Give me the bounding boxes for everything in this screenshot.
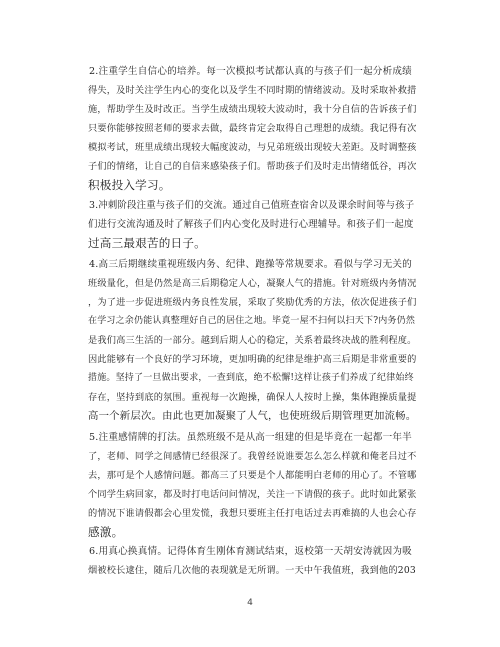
text-line: 烟被校长逮住，随后几次他的表现就是无所谓。一天中午我值班，我到他的203 bbox=[88, 565, 416, 576]
page-number: 4 bbox=[247, 598, 253, 608]
text-line: 施，帮助学生及时改正。当学生成绩出现较大波动时，我十分自信的告诉孩子们 bbox=[88, 104, 417, 115]
text-line: 班级量化，但是仍然是高三后期稳定人心，凝聚人气的措施。针对班级内务情况 bbox=[88, 278, 417, 289]
text-line: 存在，坚持到底的氛围。重视每一次跑操，确保人人按时上操，集体跑操质量提 bbox=[88, 392, 417, 403]
text-line: 因此能够有一个良好的学习环境，更加明确的纪律是维护高三后期是非常重要的 bbox=[88, 354, 417, 365]
text-line: 5.注重感情牌的打法。虽然班级不是从高一组建的但是毕竟在一起都一年半 bbox=[89, 432, 412, 443]
paragraph-5 bbox=[88, 428, 418, 542]
text-line: 措施。坚持了一旦做出要求，一查到底，绝不松懈!这样让孩子们养成了纪律始终 bbox=[88, 373, 414, 383]
text-line: 感激。 bbox=[88, 525, 124, 539]
text-line: 的情况下谁请假都会心里发慌，我想只要班主任打电话过去再难搞的人也会心存 bbox=[88, 508, 417, 519]
text-line: 个同学生病回家，都及时打电话问问情况，关注一下请假的孩子。此时如此紧张 bbox=[88, 489, 417, 500]
text-line: 积极投入学习。 bbox=[88, 178, 171, 192]
text-line: 过高三最艰苦的日子。 bbox=[88, 236, 206, 250]
text-line: 子们的情绪，让自己的自信来感染孩子们。帮助孩子们及时走出情绪低谷，再次 bbox=[88, 161, 417, 172]
text-line: 们进行交流沟通及时了解孩子们内心变化及时进行心理辅导。和孩子们一起度 bbox=[88, 219, 414, 230]
text-line: 是我们高三生活的一部分。越到后期人心的稳定，关系着最终决战的胜利程度。 bbox=[88, 335, 417, 346]
paragraph-2 bbox=[88, 62, 418, 195]
text-line: 只要你能够按照老师的要求去做，最终肯定会取得自己理想的成绩。我记得有次 bbox=[88, 123, 417, 134]
paragraph-6 bbox=[88, 542, 418, 580]
text-line: 得失，及时关注学生内心的变化以及学生不同时期的情绪波动。及时采取补救措 bbox=[88, 85, 417, 96]
text-line: 3.冲刺阶段注重与孩子们的交流。通过自己值班查宿舍以及课余时间等与孩子 bbox=[89, 200, 415, 211]
text-line: 模拟考试，班里成绩出现较大幅度波动，与兄弟班级出现较大差距。及时调整孩 bbox=[88, 142, 417, 153]
text-line: ，为了进一步促进班级内务良性发展，采取了奖励优秀的方法，依次促进孩子们 bbox=[88, 297, 417, 308]
text-line: 去，那可是个人感情问题。都高三了只要是个人都能明白老师的用心了。不管哪 bbox=[88, 470, 417, 481]
paragraph-4 bbox=[88, 255, 418, 426]
paragraph-3 bbox=[88, 196, 418, 253]
text-line: 2.注重学生自信心的培养。每一次模拟考试都认真的与孩子们一起分析成绩 bbox=[89, 66, 412, 77]
text-line: 在学习之余仍能认真整理好自己的居住之地。毕竟一屋不扫何以扫天下?内务仍然 bbox=[88, 316, 416, 326]
text-line: 6.用真心换真情。记得体育生刚体育测试结束，返校第一天胡安涛就因为吸 bbox=[89, 546, 412, 557]
text-line: 4.高三后期继续重视班级内务、纪律、跑操等常规要求。看似与学习无关的 bbox=[89, 259, 412, 270]
text-line: 了，老师、同学之间感情已经很深了。我曾经说谁要怎么怎么样就和俺老吕过不 bbox=[88, 451, 417, 462]
text-line: 高一个新层次。由此也更加凝聚了人气，也使班级后期管理更加流畅。 bbox=[88, 410, 417, 422]
